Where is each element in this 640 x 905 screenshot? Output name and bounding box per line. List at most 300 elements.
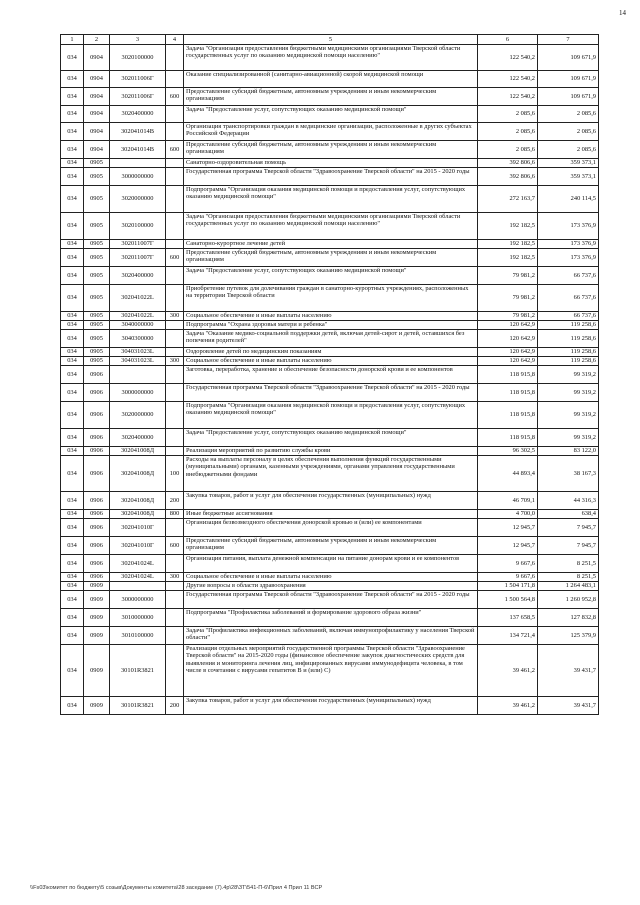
table-row bbox=[61, 88, 599, 106]
amount-actual-cell: 66 737,6 bbox=[538, 267, 599, 285]
table-row bbox=[61, 186, 599, 213]
expense-type-cell bbox=[166, 519, 184, 537]
code-cell: 034 bbox=[61, 456, 84, 492]
column-header: 5 bbox=[184, 35, 478, 45]
amount-actual-cell: 125 379,9 bbox=[538, 627, 599, 645]
table-row bbox=[61, 697, 599, 715]
code-cell: 034 bbox=[61, 240, 84, 249]
amount-plan-cell: 1 504 171,8 bbox=[478, 582, 538, 591]
code-cell: 034 bbox=[61, 88, 84, 106]
amount-plan-cell: 120 642,9 bbox=[478, 348, 538, 357]
section-cell: 0906 bbox=[84, 492, 110, 510]
amount-actual-cell: 109 671,9 bbox=[538, 45, 599, 71]
target-article-cell: 3040300000 bbox=[110, 330, 166, 348]
target-article-cell: 3040000000 bbox=[110, 321, 166, 330]
expense-type-cell bbox=[166, 267, 184, 285]
description-cell: Санаторно-оздоровительная помощь bbox=[184, 159, 478, 168]
amount-actual-cell: 7 945,7 bbox=[538, 519, 599, 537]
code-cell: 034 bbox=[61, 249, 84, 267]
description-cell: Организация безвозмездного обеспечения донорской кровью и (или) ее компонентами bbox=[184, 519, 478, 537]
target-article-cell: 304031023L bbox=[110, 357, 166, 366]
expense-type-cell bbox=[166, 555, 184, 573]
amount-plan-cell: 122 540,2 bbox=[478, 71, 538, 88]
amount-actual-cell: 8 251,5 bbox=[538, 555, 599, 573]
expense-type-cell bbox=[166, 330, 184, 348]
table-row bbox=[61, 71, 599, 88]
expense-type-cell bbox=[166, 159, 184, 168]
section-cell: 0906 bbox=[84, 447, 110, 456]
table-row bbox=[61, 285, 599, 312]
amount-actual-cell: 109 671,9 bbox=[538, 88, 599, 106]
target-article-cell: 3000000000 bbox=[110, 591, 166, 609]
amount-plan-cell: 79 981,2 bbox=[478, 312, 538, 321]
amount-plan-cell: 118 915,8 bbox=[478, 384, 538, 402]
expense-type-cell bbox=[166, 609, 184, 627]
code-cell: 034 bbox=[61, 627, 84, 645]
code-cell: 034 bbox=[61, 537, 84, 555]
expense-type-cell bbox=[166, 71, 184, 88]
amount-actual-cell: 7 945,7 bbox=[538, 537, 599, 555]
table-row bbox=[61, 106, 599, 123]
expense-type-cell: 300 bbox=[166, 573, 184, 582]
column-header: 4 bbox=[166, 35, 184, 45]
section-cell: 0906 bbox=[84, 402, 110, 429]
table-row bbox=[61, 123, 599, 141]
column-header: 1 bbox=[61, 35, 84, 45]
description-cell: Другие вопросы в области здравоохранения bbox=[184, 582, 478, 591]
amount-plan-cell: 12 945,7 bbox=[478, 519, 538, 537]
description-cell: Закупка товаров, работ и услуг для обеспечения государственных (муниципальных) нужд bbox=[184, 697, 478, 715]
expense-type-cell bbox=[166, 321, 184, 330]
expense-type-cell: 600 bbox=[166, 141, 184, 159]
description-cell: Задача "Оказание медико-социальной поддержки детей, включая детей-сирот и детей, оставшихся без попечения родителей" bbox=[184, 330, 478, 348]
table-row bbox=[61, 519, 599, 537]
amount-actual-cell: 173 376,9 bbox=[538, 213, 599, 240]
section-cell: 0905 bbox=[84, 312, 110, 321]
code-cell: 034 bbox=[61, 384, 84, 402]
code-cell: 034 bbox=[61, 321, 84, 330]
section-cell: 0909 bbox=[84, 697, 110, 715]
section-cell: 0909 bbox=[84, 645, 110, 697]
file-path-footer: \\Fs03\комитет по бюджету\5 созыв\Документы комитета\28 заседание (7).4р\28\ЗТ\541-П-6\Прил 4 Прил 11 ВСР bbox=[30, 885, 323, 891]
amount-actual-cell: 173 376,9 bbox=[538, 249, 599, 267]
target-article-cell: 302011006Г bbox=[110, 88, 166, 106]
section-cell: 0904 bbox=[84, 88, 110, 106]
amount-plan-cell: 118 915,8 bbox=[478, 366, 538, 384]
table-row bbox=[61, 159, 599, 168]
target-article-cell: 302041024L bbox=[110, 573, 166, 582]
column-header: 3 bbox=[110, 35, 166, 45]
budget-table bbox=[60, 34, 599, 715]
description-cell: Приобретение путевок для долечивания граждан в санаторно-курортных учреждениях, расположенных на территории Тверской области bbox=[184, 285, 478, 312]
target-article-cell bbox=[110, 159, 166, 168]
description-cell: Предоставление субсидий бюджетным, автономным учреждениям и иным некоммерческим организациям bbox=[184, 88, 478, 106]
table-row bbox=[61, 384, 599, 402]
amount-plan-cell: 46 709,1 bbox=[478, 492, 538, 510]
amount-plan-cell: 96 302,5 bbox=[478, 447, 538, 456]
description-cell: Задача "Предоставление услуг, сопутствующих оказанию медицинской помощи" bbox=[184, 429, 478, 447]
target-article-cell: 3000000000 bbox=[110, 168, 166, 186]
target-article-cell: 302041024L bbox=[110, 555, 166, 573]
table-row bbox=[61, 429, 599, 447]
description-cell: Социальное обеспечение и иные выплаты населению bbox=[184, 312, 478, 321]
amount-actual-cell: 99 319,2 bbox=[538, 384, 599, 402]
section-cell: 0909 bbox=[84, 627, 110, 645]
section-cell: 0905 bbox=[84, 186, 110, 213]
amount-plan-cell: 2 085,6 bbox=[478, 141, 538, 159]
section-cell: 0906 bbox=[84, 429, 110, 447]
amount-plan-cell: 2 085,6 bbox=[478, 106, 538, 123]
section-cell: 0906 bbox=[84, 366, 110, 384]
target-article-cell: 30101R3821 bbox=[110, 697, 166, 715]
target-article-cell: 302041008Д bbox=[110, 447, 166, 456]
amount-actual-cell: 1 264 483,1 bbox=[538, 582, 599, 591]
expense-type-cell bbox=[166, 45, 184, 71]
description-cell: Подпрограмма "Профилактика заболеваний и формирование здорового образа жизни" bbox=[184, 609, 478, 627]
table-body bbox=[61, 45, 599, 715]
target-article-cell: 302041010Г bbox=[110, 537, 166, 555]
table-row bbox=[61, 267, 599, 285]
amount-actual-cell: 44 316,3 bbox=[538, 492, 599, 510]
code-cell: 034 bbox=[61, 697, 84, 715]
amount-plan-cell: 392 806,6 bbox=[478, 159, 538, 168]
amount-plan-cell: 2 085,6 bbox=[478, 123, 538, 141]
amount-actual-cell: 99 319,2 bbox=[538, 402, 599, 429]
table-row bbox=[61, 348, 599, 357]
expense-type-cell bbox=[166, 186, 184, 213]
code-cell: 034 bbox=[61, 573, 84, 582]
description-cell: Задача "Предоставление услуг, сопутствующих оказанию медицинской помощи" bbox=[184, 106, 478, 123]
target-article-cell: 3020000000 bbox=[110, 402, 166, 429]
description-cell: Государственная программа Тверской области "Здравоохранение Тверской области" на 2015 - 2020 годы bbox=[184, 168, 478, 186]
target-article-cell: 3020000000 bbox=[110, 186, 166, 213]
section-cell: 0905 bbox=[84, 168, 110, 186]
target-article-cell: 302041008Д bbox=[110, 510, 166, 519]
table-row bbox=[61, 366, 599, 384]
expense-type-cell bbox=[166, 591, 184, 609]
amount-actual-cell: 119 258,6 bbox=[538, 357, 599, 366]
code-cell: 034 bbox=[61, 186, 84, 213]
code-cell: 034 bbox=[61, 213, 84, 240]
table-row bbox=[61, 240, 599, 249]
section-cell: 0905 bbox=[84, 240, 110, 249]
section-cell: 0905 bbox=[84, 330, 110, 348]
section-cell: 0904 bbox=[84, 123, 110, 141]
description-cell: Предоставление субсидий бюджетным, автономным учреждениям и иным некоммерческим организациям bbox=[184, 537, 478, 555]
description-cell: Реализация отдельных мероприятий государственной программы Тверской области "Здравоохранение Тверской области" на 2015-2020 годы (финансовое обеспечение закупок диагностических средств для выявления и мониторинга лечения лиц, инфицированных вирусами иммунодефицита человека, в том числе в сочетании с вирусами гепатитов В и (или) С) bbox=[184, 645, 478, 697]
section-cell: 0906 bbox=[84, 519, 110, 537]
amount-plan-cell: 122 540,2 bbox=[478, 45, 538, 71]
expense-type-cell: 200 bbox=[166, 697, 184, 715]
section-cell: 0905 bbox=[84, 321, 110, 330]
amount-plan-cell: 120 642,9 bbox=[478, 321, 538, 330]
amount-actual-cell: 119 258,6 bbox=[538, 330, 599, 348]
section-cell: 0905 bbox=[84, 159, 110, 168]
section-cell: 0904 bbox=[84, 71, 110, 88]
table-row bbox=[61, 402, 599, 429]
section-cell: 0906 bbox=[84, 573, 110, 582]
code-cell: 034 bbox=[61, 141, 84, 159]
expense-type-cell: 200 bbox=[166, 492, 184, 510]
expense-type-cell bbox=[166, 285, 184, 312]
target-article-cell: 3010100000 bbox=[110, 627, 166, 645]
section-cell: 0906 bbox=[84, 510, 110, 519]
expense-type-cell: 600 bbox=[166, 249, 184, 267]
amount-actual-cell: 38 167,3 bbox=[538, 456, 599, 492]
code-cell: 034 bbox=[61, 402, 84, 429]
amount-plan-cell: 134 721,4 bbox=[478, 627, 538, 645]
section-cell: 0905 bbox=[84, 267, 110, 285]
description-cell: Задача "Предоставление услуг, сопутствующих оказанию медицинской помощи" bbox=[184, 267, 478, 285]
code-cell: 034 bbox=[61, 645, 84, 697]
target-article-cell bbox=[110, 366, 166, 384]
section-cell: 0905 bbox=[84, 285, 110, 312]
expense-type-cell bbox=[166, 106, 184, 123]
expense-type-cell bbox=[166, 123, 184, 141]
description-cell: Социальное обеспечение и иные выплаты населению bbox=[184, 357, 478, 366]
amount-plan-cell: 12 945,7 bbox=[478, 537, 538, 555]
amount-actual-cell: 638,4 bbox=[538, 510, 599, 519]
expense-type-cell bbox=[166, 627, 184, 645]
code-cell: 034 bbox=[61, 285, 84, 312]
section-cell: 0904 bbox=[84, 45, 110, 71]
code-cell: 034 bbox=[61, 267, 84, 285]
expense-type-cell: 800 bbox=[166, 510, 184, 519]
table-row bbox=[61, 582, 599, 591]
expense-type-cell bbox=[166, 402, 184, 429]
amount-actual-cell: 83 122,0 bbox=[538, 447, 599, 456]
target-article-cell: 302011006Г bbox=[110, 71, 166, 88]
description-cell: Организация транспортировки граждан в медицинские организации, расположенные в других субъектах Российской Федерации bbox=[184, 123, 478, 141]
amount-plan-cell: 122 540,2 bbox=[478, 88, 538, 106]
section-cell: 0909 bbox=[84, 582, 110, 591]
description-cell: Подпрограмма "Организация оказания медицинской помощи и предоставления услуг, сопутствующих оказанию медицинской помощи" bbox=[184, 186, 478, 213]
code-cell: 034 bbox=[61, 45, 84, 71]
description-cell: Оздоровление детей по медицинским показаниям bbox=[184, 348, 478, 357]
target-article-cell: 302041008Д bbox=[110, 492, 166, 510]
table-row bbox=[61, 627, 599, 645]
target-article-cell: 302011007Г bbox=[110, 240, 166, 249]
section-cell: 0904 bbox=[84, 141, 110, 159]
description-cell: Подпрограмма "Организация оказания медицинской помощи и предоставления услуг, сопутствующих оказанию медицинской помощи" bbox=[184, 402, 478, 429]
expense-type-cell bbox=[166, 429, 184, 447]
amount-plan-cell: 120 642,9 bbox=[478, 357, 538, 366]
code-cell: 034 bbox=[61, 312, 84, 321]
section-cell: 0909 bbox=[84, 609, 110, 627]
amount-actual-cell: 127 832,8 bbox=[538, 609, 599, 627]
table-row bbox=[61, 141, 599, 159]
amount-plan-cell: 79 981,2 bbox=[478, 285, 538, 312]
column-header: 6 bbox=[478, 35, 538, 45]
amount-actual-cell: 39 431,7 bbox=[538, 697, 599, 715]
code-cell: 034 bbox=[61, 519, 84, 537]
table-row bbox=[61, 573, 599, 582]
description-cell: Задача "Профилактика инфекционных заболеваний, включая иммунопрофилактику у населения Тверской области" bbox=[184, 627, 478, 645]
amount-plan-cell: 4 700,0 bbox=[478, 510, 538, 519]
expense-type-cell bbox=[166, 645, 184, 697]
amount-actual-cell: 99 319,2 bbox=[538, 429, 599, 447]
description-cell: Закупка товаров, работ и услуг для обеспечения государственных (муниципальных) нужд bbox=[184, 492, 478, 510]
expense-type-cell: 300 bbox=[166, 357, 184, 366]
amount-actual-cell: 66 737,6 bbox=[538, 285, 599, 312]
code-cell: 034 bbox=[61, 555, 84, 573]
amount-plan-cell: 39 461,2 bbox=[478, 697, 538, 715]
table-row bbox=[61, 321, 599, 330]
table-row bbox=[61, 537, 599, 555]
amount-actual-cell: 2 085,6 bbox=[538, 106, 599, 123]
target-article-cell: 3020400000 bbox=[110, 267, 166, 285]
amount-plan-cell: 9 667,6 bbox=[478, 555, 538, 573]
code-cell: 034 bbox=[61, 609, 84, 627]
description-cell: Организация питания, выплата денежной компенсации на питание донорам крови и ее компонентов bbox=[184, 555, 478, 573]
description-cell: Задача "Организация предоставления бюджетными медицинскими организациями Тверской области государственных услуг по оказанию медицинской помощи населению" bbox=[184, 213, 478, 240]
description-cell: Подпрограмма "Охрана здоровья матери и ребенка" bbox=[184, 321, 478, 330]
expense-type-cell bbox=[166, 447, 184, 456]
amount-actual-cell: 359 373,1 bbox=[538, 168, 599, 186]
table-row bbox=[61, 357, 599, 366]
amount-actual-cell: 39 431,7 bbox=[538, 645, 599, 697]
amount-plan-cell: 118 915,8 bbox=[478, 402, 538, 429]
code-cell: 034 bbox=[61, 357, 84, 366]
section-cell: 0909 bbox=[84, 591, 110, 609]
target-article-cell: 302011007Г bbox=[110, 249, 166, 267]
target-article-cell: 302041022L bbox=[110, 285, 166, 312]
target-article-cell: 304031023L bbox=[110, 348, 166, 357]
amount-plan-cell: 137 658,5 bbox=[478, 609, 538, 627]
amount-actual-cell: 2 085,6 bbox=[538, 141, 599, 159]
amount-actual-cell: 2 085,6 bbox=[538, 123, 599, 141]
table-row bbox=[61, 555, 599, 573]
table-row bbox=[61, 447, 599, 456]
code-cell: 034 bbox=[61, 159, 84, 168]
expense-type-cell bbox=[166, 240, 184, 249]
table-row bbox=[61, 591, 599, 609]
section-cell: 0905 bbox=[84, 249, 110, 267]
code-cell: 034 bbox=[61, 123, 84, 141]
amount-plan-cell: 39 461,2 bbox=[478, 645, 538, 697]
description-cell: Иные бюджетные ассигнования bbox=[184, 510, 478, 519]
table-row bbox=[61, 213, 599, 240]
target-article-cell: 3000000000 bbox=[110, 384, 166, 402]
amount-actual-cell: 359 373,1 bbox=[538, 159, 599, 168]
target-article-cell: 302041010Г bbox=[110, 519, 166, 537]
description-cell: Государственная программа Тверской области "Здравоохранение Тверской области" на 2015 - 2020 годы bbox=[184, 384, 478, 402]
code-cell: 034 bbox=[61, 492, 84, 510]
table-row bbox=[61, 456, 599, 492]
table-row bbox=[61, 168, 599, 186]
code-cell: 034 bbox=[61, 510, 84, 519]
amount-plan-cell: 272 163,7 bbox=[478, 186, 538, 213]
expense-type-cell: 100 bbox=[166, 456, 184, 492]
target-article-cell bbox=[110, 582, 166, 591]
code-cell: 034 bbox=[61, 591, 84, 609]
code-cell: 034 bbox=[61, 168, 84, 186]
table-row bbox=[61, 645, 599, 697]
amount-actual-cell: 109 671,9 bbox=[538, 71, 599, 88]
target-article-cell: 302041008Д bbox=[110, 456, 166, 492]
description-cell: Предоставление субсидий бюджетным, автономным учреждениям и иным некоммерческим организациям bbox=[184, 249, 478, 267]
description-cell: Предоставление субсидий бюджетным, автономным учреждениям и иным некоммерческим организациям bbox=[184, 141, 478, 159]
amount-actual-cell: 8 251,5 bbox=[538, 573, 599, 582]
code-cell: 034 bbox=[61, 330, 84, 348]
section-cell: 0905 bbox=[84, 348, 110, 357]
description-cell: Оказание специализированной (санитарно-авиационной) скорой медицинской помощи bbox=[184, 71, 478, 88]
amount-actual-cell: 1 260 952,8 bbox=[538, 591, 599, 609]
amount-plan-cell: 192 182,5 bbox=[478, 240, 538, 249]
column-header: 7 bbox=[538, 35, 599, 45]
table-row bbox=[61, 45, 599, 71]
amount-plan-cell: 392 806,6 bbox=[478, 168, 538, 186]
section-cell: 0904 bbox=[84, 106, 110, 123]
section-cell: 0905 bbox=[84, 357, 110, 366]
target-article-cell: 302041014В bbox=[110, 123, 166, 141]
page-number: 14 bbox=[619, 9, 626, 17]
expense-type-cell bbox=[166, 366, 184, 384]
table-row bbox=[61, 312, 599, 321]
target-article-cell: 302041014В bbox=[110, 141, 166, 159]
expense-type-cell: 300 bbox=[166, 312, 184, 321]
code-cell: 034 bbox=[61, 582, 84, 591]
section-cell: 0906 bbox=[84, 384, 110, 402]
expense-type-cell bbox=[166, 582, 184, 591]
code-cell: 034 bbox=[61, 366, 84, 384]
amount-actual-cell: 99 319,2 bbox=[538, 366, 599, 384]
code-cell: 034 bbox=[61, 106, 84, 123]
code-cell: 034 bbox=[61, 348, 84, 357]
expense-type-cell bbox=[166, 213, 184, 240]
amount-plan-cell: 79 981,2 bbox=[478, 267, 538, 285]
description-cell: Реализация мероприятий по развитию службы крови bbox=[184, 447, 478, 456]
expense-type-cell: 600 bbox=[166, 88, 184, 106]
code-cell: 034 bbox=[61, 71, 84, 88]
amount-plan-cell: 192 182,5 bbox=[478, 249, 538, 267]
amount-actual-cell: 119 258,6 bbox=[538, 348, 599, 357]
amount-actual-cell: 173 376,9 bbox=[538, 240, 599, 249]
target-article-cell: 3020100000 bbox=[110, 213, 166, 240]
description-cell: Расходы на выплаты персоналу в целях обеспечения выполнения функций государственными (муниципальными) органами, казенными учреждениями, органами управления государственными внебюджетными фондами bbox=[184, 456, 478, 492]
amount-plan-cell: 9 667,6 bbox=[478, 573, 538, 582]
section-cell: 0906 bbox=[84, 456, 110, 492]
section-cell: 0906 bbox=[84, 537, 110, 555]
expense-type-cell bbox=[166, 348, 184, 357]
table-header-row bbox=[61, 35, 599, 45]
target-article-cell: 3010000000 bbox=[110, 609, 166, 627]
description-cell: Задача "Организация предоставления бюджетными медицинскими организациями Тверской области государственных услуг по оказанию медицинской помощи населению" bbox=[184, 45, 478, 71]
target-article-cell: 3020400000 bbox=[110, 429, 166, 447]
target-article-cell: 30101R3821 bbox=[110, 645, 166, 697]
amount-actual-cell: 66 737,6 bbox=[538, 312, 599, 321]
amount-plan-cell: 118 915,8 bbox=[478, 429, 538, 447]
table-row bbox=[61, 249, 599, 267]
expense-type-cell bbox=[166, 168, 184, 186]
amount-plan-cell: 1 500 564,8 bbox=[478, 591, 538, 609]
target-article-cell: 3020100000 bbox=[110, 45, 166, 71]
amount-plan-cell: 44 893,4 bbox=[478, 456, 538, 492]
table-row bbox=[61, 492, 599, 510]
description-cell: Заготовка, переработка, хранение и обеспечение безопасности донорской крови и ее компонентов bbox=[184, 366, 478, 384]
amount-plan-cell: 192 182,5 bbox=[478, 213, 538, 240]
amount-actual-cell: 240 114,5 bbox=[538, 186, 599, 213]
amount-actual-cell: 119 258,6 bbox=[538, 321, 599, 330]
table-row bbox=[61, 330, 599, 348]
amount-plan-cell: 120 642,9 bbox=[478, 330, 538, 348]
target-article-cell: 3020400000 bbox=[110, 106, 166, 123]
expense-type-cell bbox=[166, 384, 184, 402]
table-row bbox=[61, 609, 599, 627]
column-header: 2 bbox=[84, 35, 110, 45]
code-cell: 034 bbox=[61, 447, 84, 456]
description-cell: Социальное обеспечение и иные выплаты населению bbox=[184, 573, 478, 582]
